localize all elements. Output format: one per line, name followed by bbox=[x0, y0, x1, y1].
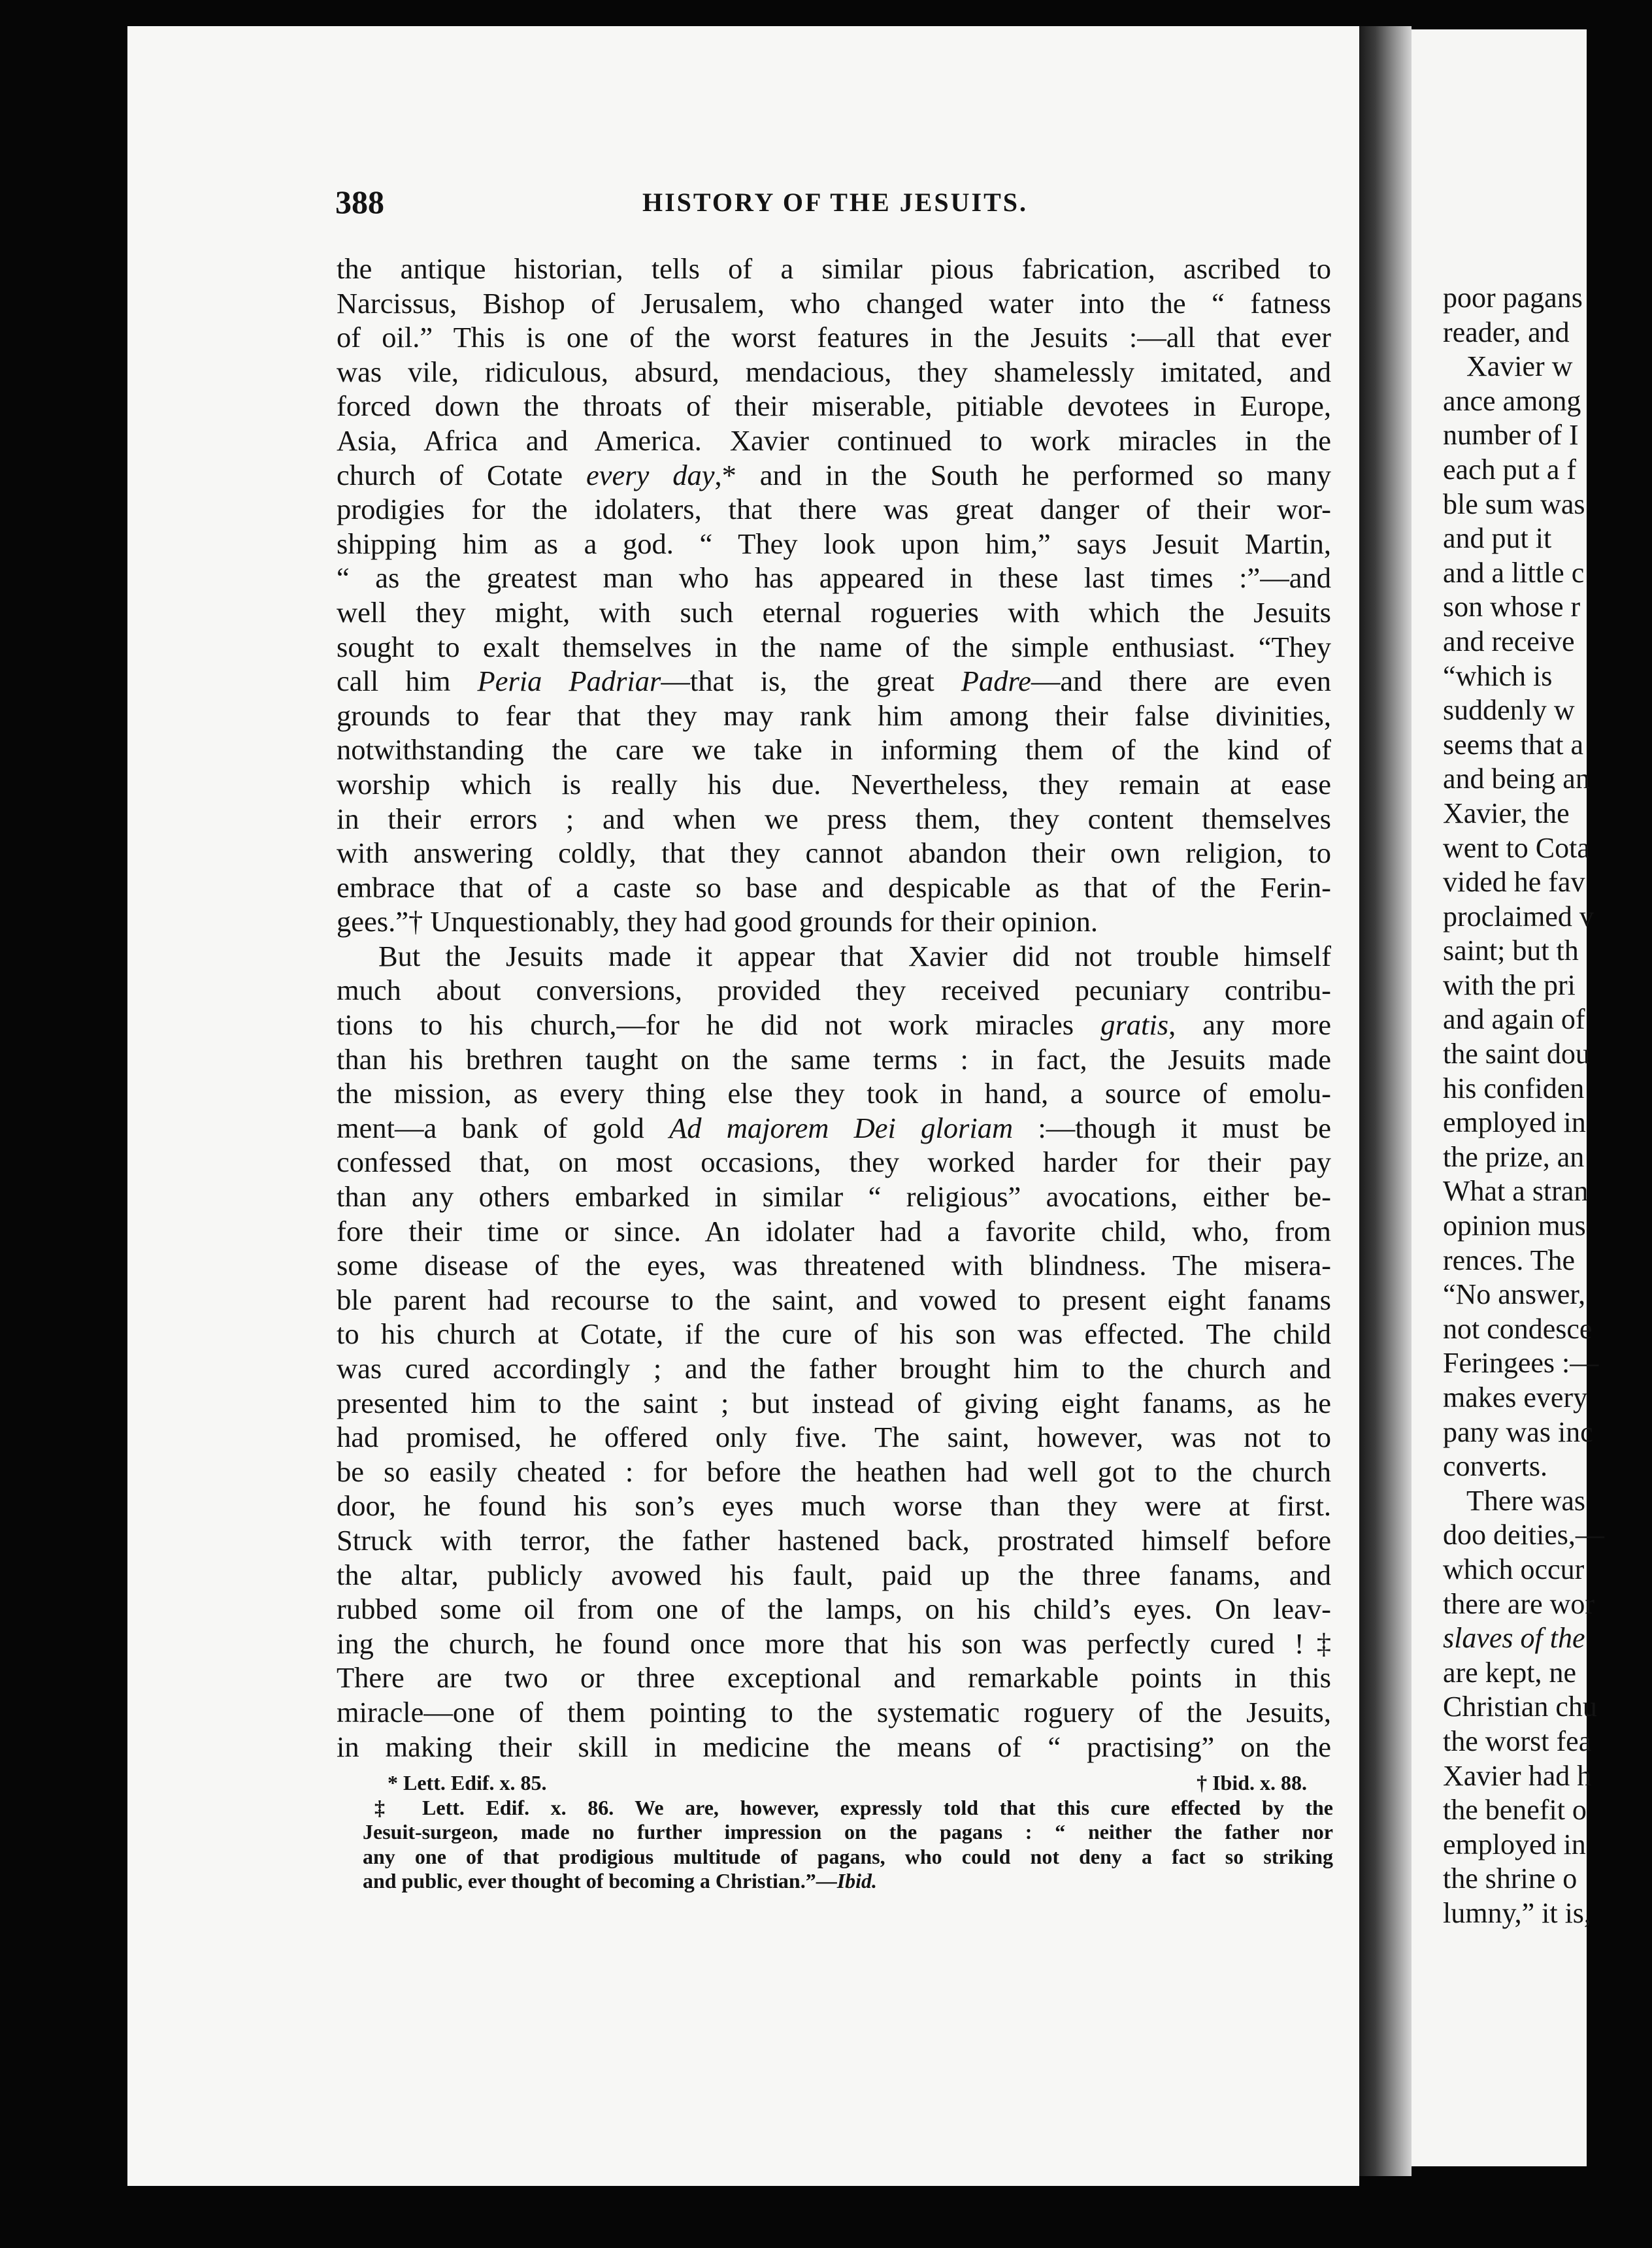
text-line: than his brethren taught on the same terms : in fact, the Jesuits made bbox=[337, 1042, 1331, 1076]
footnote-row bbox=[363, 1771, 1333, 1796]
footnote-star: * Lett. Edif. x. 85. bbox=[388, 1771, 547, 1794]
text-line: prodigies for the idolaters, that there was great danger of their wor- bbox=[337, 493, 1331, 526]
facing-line: the shrine o bbox=[1443, 1862, 1578, 1895]
text-line: the mission, as every thing else they took in hand, a source of emolu- bbox=[337, 1077, 1331, 1110]
text-line: be so easily cheated : for before the heathen had well got to the church bbox=[337, 1455, 1331, 1488]
facing-line: proclaimed v bbox=[1443, 900, 1594, 933]
facing-line: “which is bbox=[1443, 659, 1553, 692]
text-line: shipping him as a god. “ They look upon him,” says Jesuit Martin, bbox=[337, 527, 1331, 560]
facing-line: There was bbox=[1466, 1484, 1586, 1517]
text-line: of oil.” This is one of the worst features in the Jesuits :—all that ever bbox=[337, 321, 1331, 354]
facing-line: vided he fav bbox=[1443, 866, 1585, 899]
text-line: some disease of the eyes, was threatened with blindness. The misera- bbox=[337, 1249, 1331, 1282]
text-line: notwithstanding the care we take in informing them of the kind of bbox=[337, 733, 1331, 767]
facing-line: there are wor bbox=[1443, 1587, 1595, 1620]
text-line: Narcissus, Bishop of Jerusalem, who changed water into the “ fatness bbox=[337, 286, 1331, 320]
text-line: embrace that of a caste so base and despicable as that of the Ferin- bbox=[337, 870, 1331, 904]
facing-line: doo deities,— bbox=[1443, 1519, 1604, 1551]
facing-line: number of I bbox=[1443, 419, 1579, 452]
text-line: Asia, Africa and America. Xavier continued to work miracles in the bbox=[337, 423, 1331, 457]
facing-line: slaves of the bbox=[1443, 1622, 1585, 1655]
text-line: door, he found his son’s eyes much worse than they were at first. bbox=[337, 1489, 1331, 1523]
text-line: well they might, with such eternal rogueries with which the Jesuits bbox=[337, 595, 1331, 629]
book-gutter bbox=[1359, 26, 1412, 2176]
facing-line: Feringees :— bbox=[1443, 1347, 1599, 1380]
facing-line: Xavier, the bbox=[1443, 797, 1570, 829]
footnotes bbox=[363, 1771, 1333, 1894]
footnote-line: ‡ Lett. Edif. x. 86. We are, however, expressly told that this cure effected by the bbox=[374, 1795, 1333, 1819]
facing-line: Christian chu bbox=[1443, 1691, 1597, 1723]
text-line: confessed that, on most occasions, they worked harder for their pay bbox=[337, 1146, 1331, 1179]
text-line: forced down the throats of their miserable, pitiable devotees in Europe, bbox=[337, 389, 1331, 423]
facing-line: and put it bbox=[1443, 522, 1552, 555]
facing-line: poor pagans bbox=[1443, 282, 1583, 314]
facing-line: employed in bbox=[1443, 1106, 1586, 1139]
text-line: worship which is really his due. Nevertheless, they remain at ease bbox=[337, 767, 1331, 801]
facing-line: and a little c bbox=[1443, 556, 1585, 589]
text-line: had promised, he offered only five. The saint, however, was not to bbox=[337, 1421, 1331, 1454]
text-line: There are two or three exceptional and remarkable points in this bbox=[337, 1661, 1331, 1694]
text-line: miracle—one of them pointing to the systematic roguery of the Jesuits, bbox=[337, 1695, 1331, 1728]
facing-line: which occur bbox=[1443, 1553, 1585, 1585]
facing-line: son whose r bbox=[1443, 591, 1581, 623]
facing-line: and again of bbox=[1443, 1003, 1585, 1036]
facing-line: suddenly w bbox=[1443, 694, 1575, 727]
text-line: was cured accordingly ; and the father brought him to the church and bbox=[337, 1352, 1331, 1385]
facing-line: employed in bbox=[1443, 1828, 1586, 1860]
facing-line: the benefit o bbox=[1443, 1794, 1587, 1826]
text-line: “ as the greatest man who has appeared in these last times :”—and bbox=[337, 561, 1331, 595]
facing-line: and being an bbox=[1443, 763, 1590, 795]
body-text bbox=[337, 252, 1331, 1764]
facing-line: the saint dou bbox=[1443, 1038, 1590, 1070]
facing-line: ble sum was bbox=[1443, 488, 1585, 520]
facing-line: seems that a bbox=[1443, 728, 1584, 761]
facing-line: Xavier had h bbox=[1443, 1759, 1592, 1792]
facing-line: the prize, an bbox=[1443, 1140, 1585, 1173]
text-line: ment—a bank of gold Ad majorem Dei gloriam :—though it must be bbox=[337, 1111, 1331, 1144]
text-line: But the Jesuits made it appear that Xavier did not trouble himself bbox=[378, 939, 1331, 972]
text-line: the antique historian, tells of a similar pious fabrication, ascribed to bbox=[337, 252, 1331, 285]
text-line: was vile, ridiculous, absurd, mendacious, they shamelessly imitated, and bbox=[337, 355, 1331, 388]
facing-line: and receive bbox=[1443, 625, 1575, 657]
book-page-right-facing bbox=[1412, 29, 1604, 2166]
footnote-dagger: † Ibid. x. 88. bbox=[1197, 1771, 1307, 1794]
text-line: fore their time or since. An idolater had a favorite child, who, from bbox=[337, 1214, 1331, 1248]
running-title: HISTORY OF THE JESUITS. bbox=[642, 188, 1028, 217]
facing-line: opinion mus bbox=[1443, 1210, 1586, 1242]
running-header bbox=[335, 183, 1322, 222]
text-line: in making their skill in medicine the means of “ practising” on the bbox=[337, 1730, 1331, 1763]
facing-line: with the pri bbox=[1443, 968, 1576, 1001]
facing-line: his confiden bbox=[1443, 1072, 1585, 1104]
facing-line: the worst fea bbox=[1443, 1725, 1592, 1757]
text-line: than any others embarked in similar “ religious” avocations, either be- bbox=[337, 1180, 1331, 1214]
text-line: to his church at Cotate, if the cure of his son was effected. The child bbox=[337, 1317, 1331, 1351]
text-line: tions to his church,—for he did not work miracles gratis, any more bbox=[337, 1008, 1332, 1042]
facing-page-text bbox=[1443, 281, 1652, 1931]
facing-line: reader, and bbox=[1443, 316, 1570, 348]
text-line: ing the church, he found once more that his son was perfectly cured !‡ bbox=[337, 1627, 1331, 1660]
facing-line: pany was inc bbox=[1443, 1415, 1593, 1448]
text-line: with answering coldly, that they cannot abandon their own religion, to bbox=[337, 836, 1331, 870]
facing-line: each put a f bbox=[1443, 453, 1576, 486]
facing-line: “No answer, bbox=[1443, 1278, 1586, 1311]
footnote-line: any one of that prodigious multitude of pagans, who could not deny a fact so striking bbox=[363, 1844, 1333, 1868]
facing-line: lumny,” it is, bbox=[1443, 1896, 1591, 1929]
text-line: Struck with terror, the father hastened back, prostrated himself before bbox=[337, 1523, 1331, 1557]
facing-line: makes every bbox=[1443, 1381, 1588, 1413]
facing-line: saint; but th bbox=[1443, 934, 1579, 967]
facing-line: ance among bbox=[1443, 384, 1581, 417]
text-line: church of Cotate every day,* and in the South he performed so many bbox=[337, 458, 1331, 491]
footnote-line: Jesuit-surgeon, made no further impression on the pagans : “ neither the father nor bbox=[363, 1820, 1333, 1843]
text-line: presented him to the saint ; but instead of giving eight fanams, as he bbox=[337, 1386, 1331, 1419]
text-line: call him Peria Padriar—that is, the great Padre—and there are even bbox=[337, 665, 1331, 698]
facing-line: What a stran bbox=[1443, 1175, 1589, 1208]
facing-line: converts. bbox=[1443, 1450, 1548, 1483]
facing-line: are kept, ne bbox=[1443, 1656, 1576, 1689]
text-line: in their errors ; and when we press them, they content themselves bbox=[337, 802, 1331, 835]
text-line: the altar, publicly avowed his fault, paid up the three fanams, and bbox=[337, 1558, 1331, 1591]
footnote-line: and public, ever thought of becoming a Christian.”—Ibid. bbox=[363, 1869, 878, 1893]
text-line: much about conversions, provided they received pecuniary contribu- bbox=[337, 974, 1331, 1007]
facing-line: Xavier w bbox=[1466, 350, 1573, 383]
facing-line: not condesce bbox=[1443, 1312, 1593, 1345]
text-line: rubbed some oil from one of the lamps, on his child’s eyes. On leav- bbox=[337, 1593, 1331, 1626]
page-number: 388 bbox=[335, 184, 384, 220]
text-line: sought to exalt themselves in the name of the simple enthusiast. “They bbox=[337, 630, 1331, 663]
text-line: grounds to fear that they may rank him among their false divinities, bbox=[337, 699, 1331, 732]
text-line: gees.”† Unquestionably, they had good grounds for their opinion. bbox=[337, 905, 1099, 938]
facing-line: rences. The bbox=[1443, 1244, 1575, 1276]
text-line: ble parent had recourse to the saint, and vowed to present eight fanams bbox=[337, 1283, 1331, 1316]
facing-line: went to Cota bbox=[1443, 831, 1590, 864]
